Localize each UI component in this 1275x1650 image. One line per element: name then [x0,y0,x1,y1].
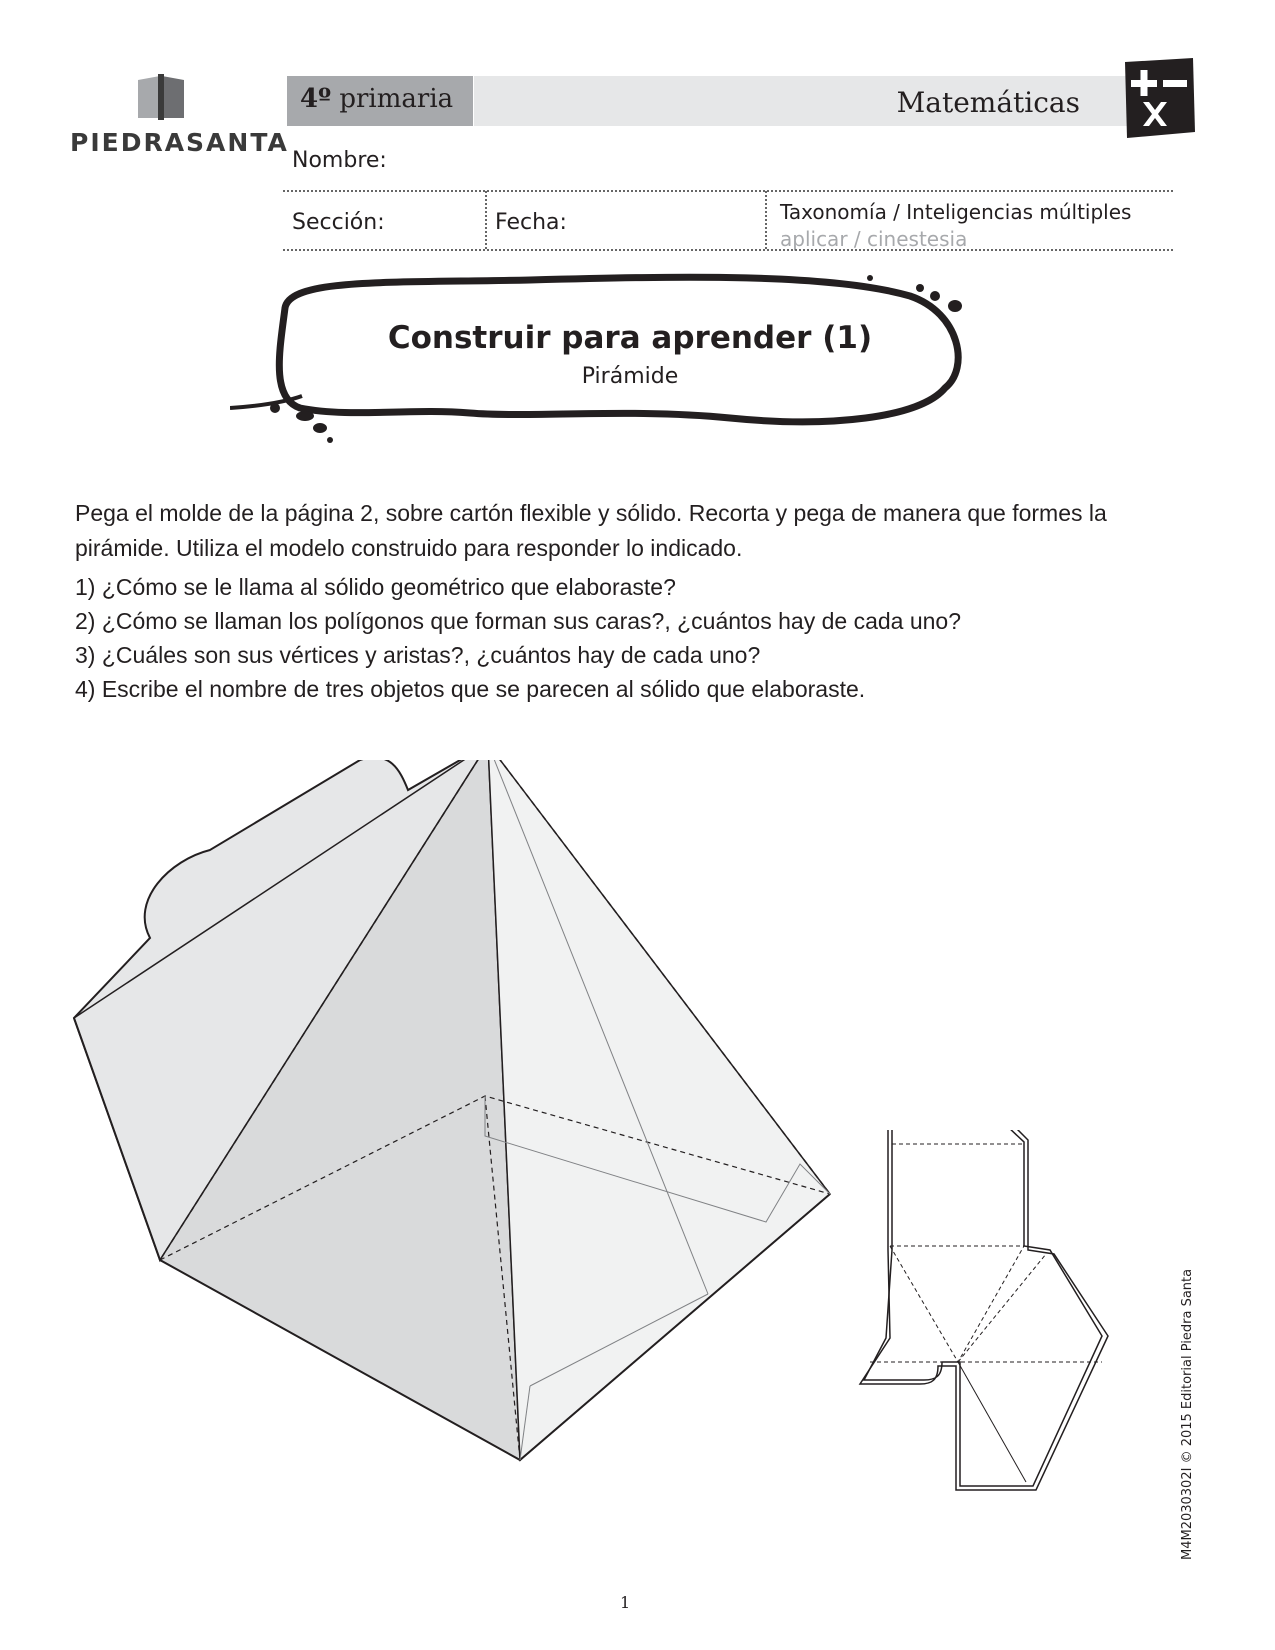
math-operations-icon [1119,58,1199,140]
name-label: Nombre: [292,148,387,173]
divider [283,190,1173,192]
question-item: 1) ¿Cómo se le llama al sólido geométrico que elaboraste? [75,574,676,600]
grade-label [300,84,453,114]
title-banner-frame [230,268,990,448]
copyright-notice: M4M2030302I © 2015 Editorial Piedra Santa [1180,1268,1195,1560]
question-item: 4) Escribe el nombre de tres objetos que se parecen al sólido que elaboraste. [75,676,866,702]
activity-title: Construir para aprender (1) [387,320,873,356]
grade-word: primaria [339,84,454,114]
grade-number: 4º [300,84,332,114]
question-item: 2) ¿Cómo se llaman los polígonos que forman sus caras?, ¿cuántos hay de cada uno? [75,608,961,634]
page-number: 1 [620,1593,631,1612]
subject-title: Matemáticas [896,86,1080,119]
divider [283,249,1173,251]
taxonomy-title: Taxonomía / Inteligencias múltiples [780,200,1132,224]
instructions-paragraph: Pega el molde de la página 2, sobre cartón flexible y sólido. Recorta y pega de manera que formes la pirámide. Utiliza el modelo construido para responder lo indicado. [75,500,1107,561]
pyramid-illustration [60,760,960,1540]
taxonomy-value: aplicar / cinestesia [780,227,968,251]
activity-subtitle: Pirámide [581,364,679,389]
section-label: Sección: [292,210,385,235]
brand-name: PIEDRASANTA [70,128,289,157]
divider [485,191,487,249]
date-label: Fecha: [495,210,567,235]
pyramid-net-diagram [850,1130,1170,1550]
divider [765,191,767,249]
question-item: 3) ¿Cuáles son sus vértices y aristas?, ¿cuántos hay de cada uno? [75,642,761,668]
